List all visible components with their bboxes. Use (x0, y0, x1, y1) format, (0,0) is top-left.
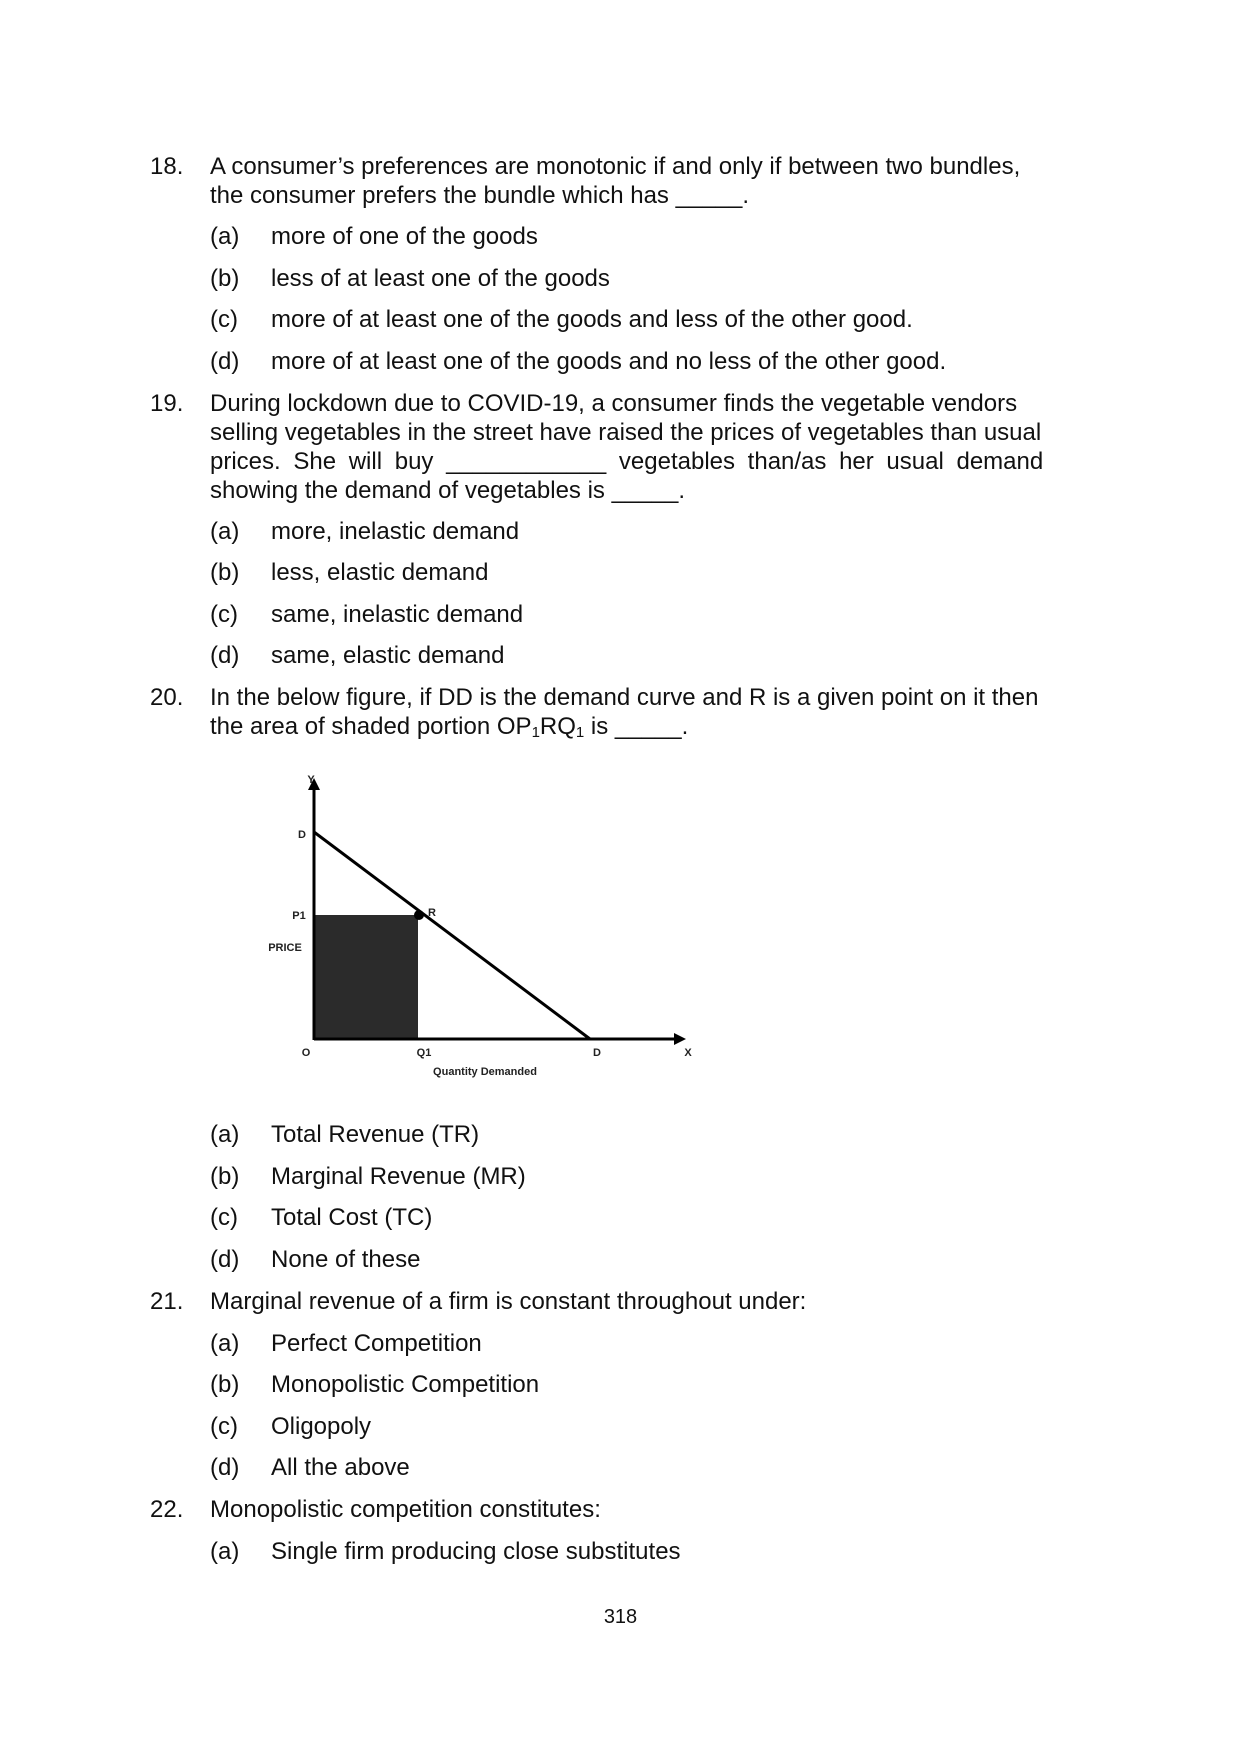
question-line (210, 712, 1090, 741)
option-text: Total Revenue (TR) (271, 1121, 480, 1148)
d-bottom-label: D (593, 1047, 601, 1059)
option-text: Marginal Revenue (MR) (271, 1163, 526, 1190)
option-letter: (b) (210, 1371, 240, 1398)
option-a (210, 1329, 482, 1358)
question-number: 19. (150, 390, 184, 417)
option-text: Total Cost (TC) (271, 1204, 433, 1231)
y-axis-label: Y (307, 774, 315, 786)
option-letter: (d) (210, 348, 240, 375)
option-letter: (c) (210, 1413, 238, 1440)
option-text: more, inelastic demand (271, 518, 520, 545)
demand-curve-diagram (258, 770, 698, 1090)
option-a (210, 1537, 681, 1566)
r-label: R (428, 907, 436, 919)
question-line: the consumer prefers the bundle which has _____. (210, 182, 750, 209)
option-text: Oligopoly (271, 1413, 372, 1440)
option-letter: (c) (210, 1204, 238, 1231)
option-a (210, 517, 519, 546)
option-letter: (d) (210, 642, 240, 669)
option-d (210, 347, 946, 376)
question-text (210, 1287, 1090, 1316)
option-d (210, 1245, 420, 1274)
question-number: 22. (150, 1496, 184, 1523)
question-text (210, 1495, 1090, 1524)
question-line-tail: is _____. (584, 713, 689, 740)
option-b (210, 558, 488, 587)
question-line: prices. She will buy ____________ vegetables than/as her usual demand (210, 448, 1044, 475)
option-text: same, elastic demand (271, 642, 505, 669)
option-text: more of one of the goods (271, 223, 538, 250)
q1-label: Q1 (416, 1047, 432, 1059)
option-letter: (a) (210, 1330, 240, 1357)
question-line: Monopolistic competition constitutes: (210, 1496, 601, 1523)
question-line: Marginal revenue of a firm is constant throughout under: (210, 1288, 807, 1315)
question-text (210, 389, 1090, 505)
option-c (210, 305, 913, 334)
option-text: Single firm producing close substitutes (271, 1538, 681, 1565)
question-line-mid: RQ (539, 713, 576, 740)
question-line: selling vegetables in the street have raised the prices of vegetables than usual (210, 419, 1042, 446)
option-letter: (a) (210, 518, 240, 545)
shaded-area-op1rq1 (314, 915, 418, 1039)
option-b (210, 1370, 539, 1399)
option-letter: (b) (210, 559, 240, 586)
option-text: None of these (271, 1246, 421, 1273)
option-letter: (b) (210, 265, 240, 292)
question-number: 21. (150, 1288, 184, 1315)
option-letter: (c) (210, 601, 238, 628)
option-text: more of at least one of the goods and no less of the other good. (271, 348, 947, 375)
option-c (210, 1412, 371, 1441)
d-top-label: D (298, 829, 306, 841)
option-text: All the above (271, 1454, 410, 1481)
option-letter: (b) (210, 1163, 240, 1190)
option-d (210, 641, 504, 670)
option-b (210, 1162, 526, 1191)
option-a (210, 1120, 479, 1149)
question-line: In the below figure, if DD is the demand curve and R is a given point on it then (210, 684, 1039, 711)
page-number: 318 (603, 1606, 638, 1628)
question-line: showing the demand of vegetables is _____. (210, 477, 685, 504)
p1-label: P1 (292, 910, 306, 922)
option-text: Perfect Competition (271, 1330, 482, 1357)
option-c (210, 600, 523, 629)
option-letter: (d) (210, 1246, 240, 1273)
quantity-label: Quantity Demanded (433, 1066, 537, 1078)
option-text: Monopolistic Competition (271, 1371, 540, 1398)
option-b (210, 264, 610, 293)
x-axis-arrow-icon (674, 1033, 686, 1045)
question-line: A consumer’s preferences are monotonic if and only if between two bundles, (210, 153, 1021, 180)
question-line-start: the area of shaded portion OP (210, 713, 532, 740)
question-line: During lockdown due to COVID-19, a consumer finds the vegetable vendors (210, 390, 1018, 417)
option-text: less, elastic demand (271, 559, 489, 586)
option-letter: (c) (210, 306, 238, 333)
option-letter: (a) (210, 1538, 240, 1565)
option-letter: (a) (210, 1121, 240, 1148)
option-text: more of at least one of the goods and less of the other good. (271, 306, 913, 333)
x-axis-label: X (684, 1047, 692, 1059)
question-number: 20. (150, 684, 184, 711)
demand-curve-figure (258, 770, 698, 1090)
origin-label: O (301, 1047, 311, 1059)
subscript: 1 (575, 724, 585, 741)
option-letter: (d) (210, 1454, 240, 1481)
point-r (414, 910, 424, 920)
question-number: 18. (150, 153, 184, 180)
option-d (210, 1453, 410, 1482)
option-c (210, 1203, 432, 1232)
question-text (210, 152, 1090, 210)
option-a (210, 222, 538, 251)
option-text: less of at least one of the goods (271, 265, 610, 292)
option-text: same, inelastic demand (271, 601, 524, 628)
price-label: PRICE (268, 942, 302, 954)
subscript: 1 (531, 724, 540, 741)
question-text (210, 683, 1090, 741)
option-letter: (a) (210, 223, 240, 250)
